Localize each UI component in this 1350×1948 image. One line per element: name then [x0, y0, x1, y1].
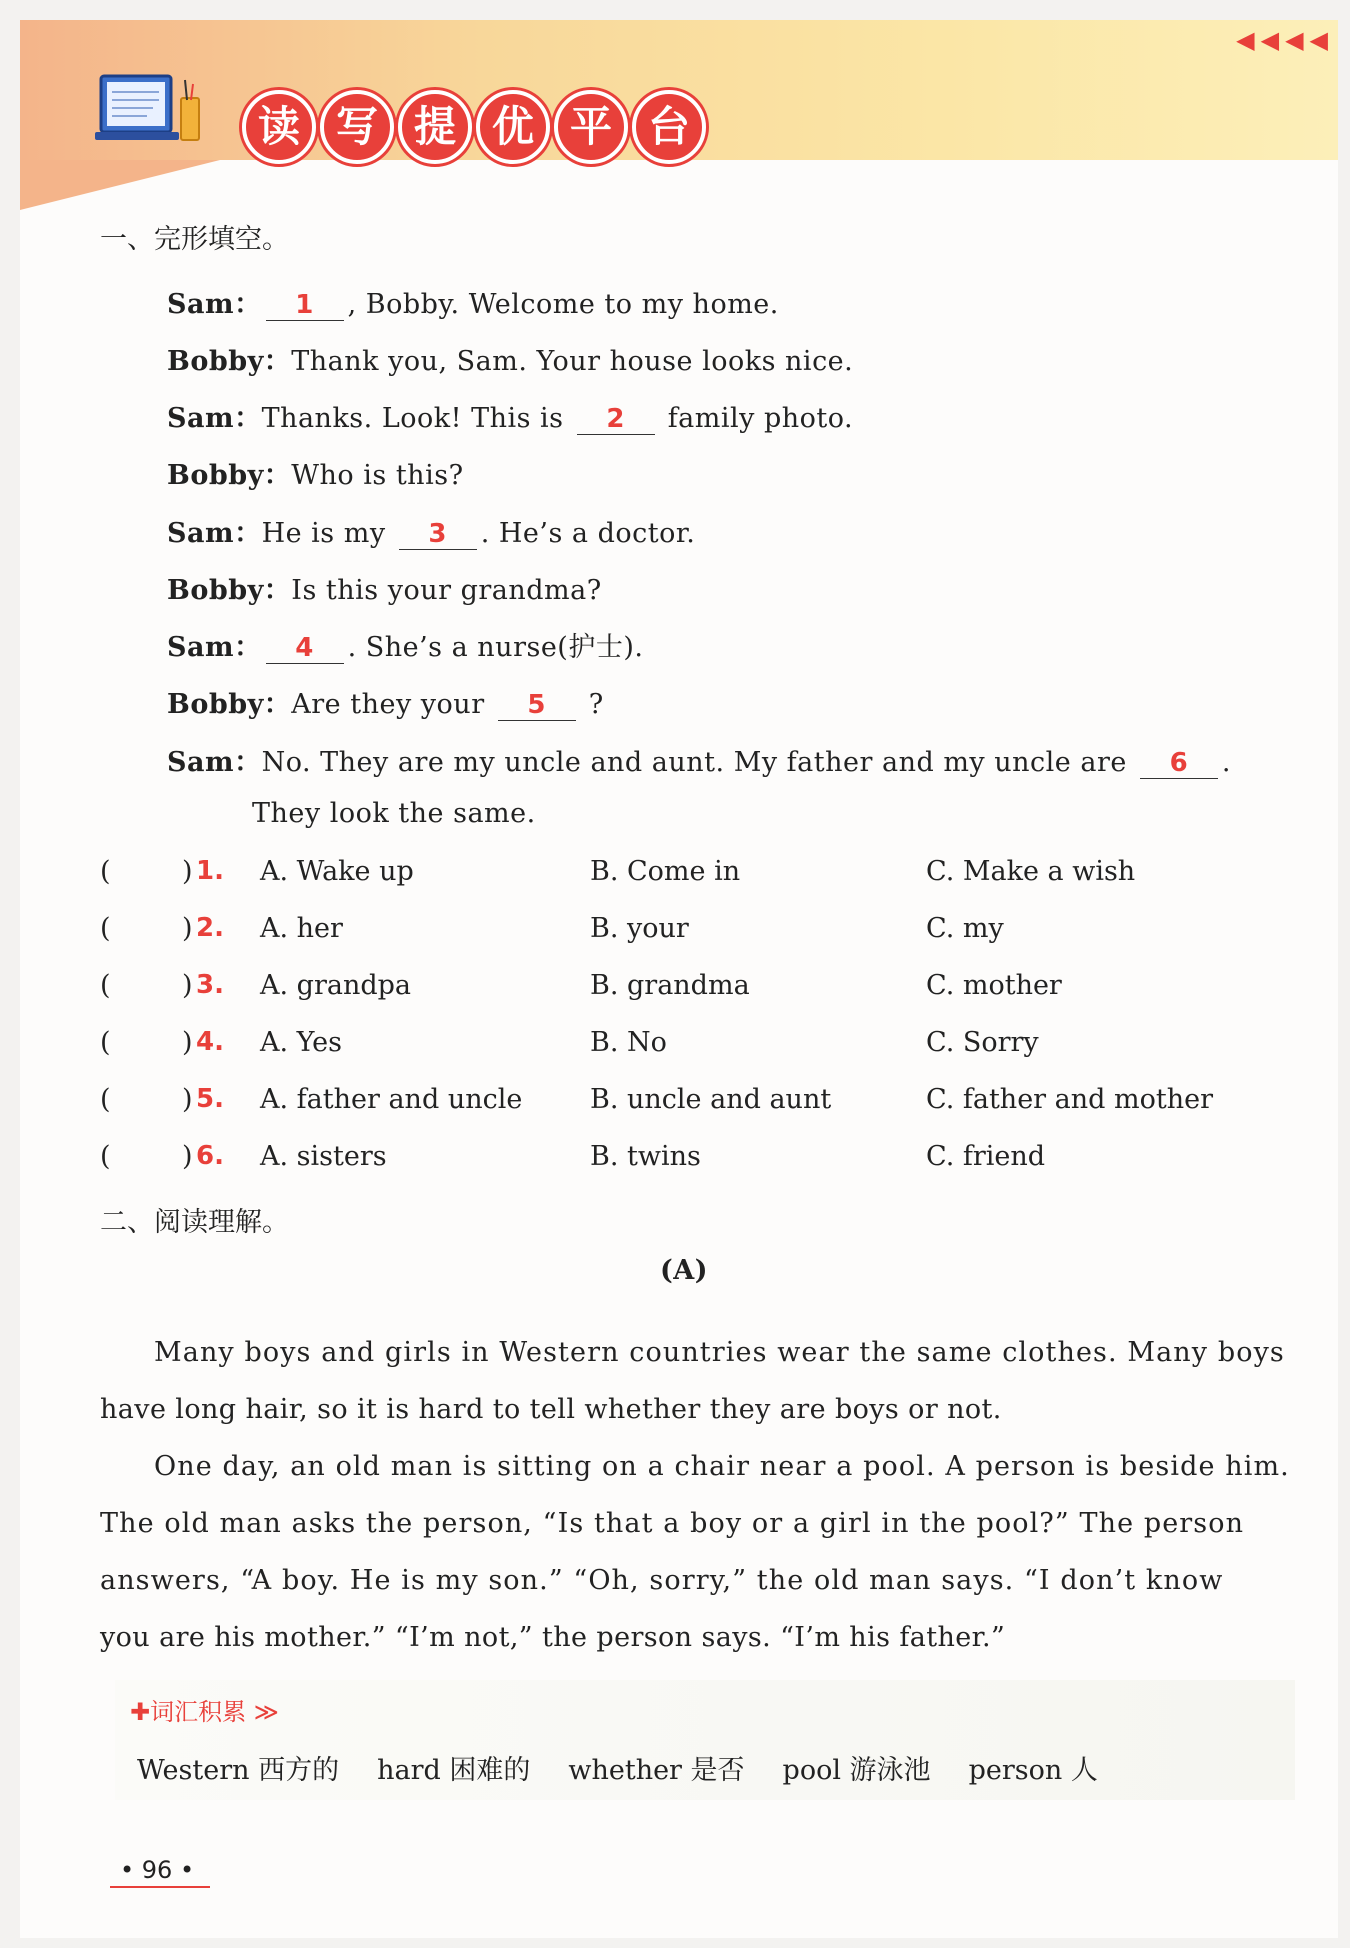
- answer-paren-open: (: [100, 970, 111, 1001]
- dialogue-line: [167, 682, 604, 721]
- answer-paren-close: ): [182, 1141, 193, 1172]
- speaker-separator: ：: [234, 632, 262, 663]
- page-number-underline: [110, 1886, 210, 1888]
- dialogue-line: [167, 740, 1231, 779]
- title-char: 台: [632, 90, 706, 164]
- dialogue-line: [167, 453, 464, 492]
- passage-line: Many boys and girls in Western countries wear the same clothes. Many boys: [154, 1337, 1285, 1368]
- option-b: B. twins: [590, 1141, 701, 1172]
- option-c: C. friend: [926, 1141, 1046, 1172]
- answer-paren-close: ): [182, 970, 193, 1001]
- option-c: C. my: [926, 913, 1004, 944]
- answer-paren-open: (: [100, 1027, 111, 1058]
- vocab-item: person 人: [968, 1755, 1098, 1786]
- option-b: B. Come in: [590, 856, 741, 887]
- title-char: 平: [554, 90, 628, 164]
- option-a: A. her: [260, 913, 343, 944]
- dialogue-text: Are they your: [291, 689, 494, 720]
- arrow-left-icon: ◀: [1285, 26, 1304, 54]
- page-number: • 96 •: [120, 1856, 195, 1884]
- passage-line: have long hair, so it is hard to tell whether they are boys or not.: [100, 1394, 1002, 1425]
- banner-corner: [20, 160, 220, 210]
- dialogue-text: .: [1221, 747, 1232, 778]
- speaker-name: Bobby: [167, 689, 264, 720]
- arrow-left-icon: ◀: [1309, 26, 1328, 54]
- option-a: A. grandpa: [260, 970, 412, 1001]
- passage-line: you are his mother.” “I’m not,” the person says. “I’m his father.”: [100, 1622, 1006, 1653]
- option-a: A. father and uncle: [260, 1084, 523, 1115]
- speaker-name: Sam: [167, 289, 235, 320]
- dialogue-line: [167, 282, 779, 321]
- title-char: 优: [476, 90, 550, 164]
- passage-line: answers, “A boy. He is my son.” “Oh, sorry,” the old man says. “I don’t know: [100, 1565, 1224, 1596]
- dialogue-line: [167, 568, 602, 607]
- option-c: C. Make a wish: [926, 856, 1136, 887]
- vocab-heading: ✚词汇积累 ≫: [130, 1698, 279, 1726]
- speaker-name: Bobby: [167, 575, 264, 606]
- arrow-left-icon: ◀: [1236, 26, 1255, 54]
- speaker-separator: ：: [234, 289, 262, 320]
- question-number: 3.: [196, 970, 224, 1000]
- speaker-separator: ：: [263, 689, 292, 720]
- laptop-icon: [95, 72, 203, 150]
- page: [20, 20, 1338, 1938]
- speaker-separator: ：: [263, 575, 292, 606]
- passage-line: The old man asks the person, “Is that a boy or a girl in the pool?” The person: [100, 1508, 1245, 1539]
- section1-heading: 一、完形填空。: [100, 224, 289, 255]
- section-title: [242, 90, 706, 164]
- option-a: A. sisters: [260, 1141, 387, 1172]
- dialogue-line: [167, 396, 853, 435]
- answer-blank: 5: [498, 690, 576, 721]
- dialogue-continuation: They look the same.: [252, 798, 536, 829]
- dialogue-text: He is my: [261, 518, 395, 549]
- vocab-list: [137, 1748, 1136, 1787]
- dialogue-line: [167, 511, 695, 550]
- dialogue-text: , Bobby. Welcome to my home.: [347, 289, 779, 320]
- dialogue-text: Is this your grandma?: [291, 575, 602, 606]
- speaker-name: Bobby: [167, 460, 264, 491]
- speaker-separator: ：: [263, 460, 292, 491]
- answer-paren-close: ): [182, 913, 193, 944]
- dialogue-text: No. They are my uncle and aunt. My father and my uncle are: [261, 747, 1136, 778]
- dialogue-text: . She’s a nurse(护士).: [347, 632, 644, 663]
- vocab-item: hard 困难的: [377, 1755, 531, 1786]
- question-number: 2.: [196, 913, 224, 943]
- passage-label: (A): [660, 1255, 708, 1286]
- answer-paren-open: (: [100, 913, 111, 944]
- answer-blank: 6: [1140, 748, 1218, 779]
- speaker-name: Sam: [167, 518, 235, 549]
- option-c: C. father and mother: [926, 1084, 1213, 1115]
- speaker-separator: ：: [234, 518, 262, 549]
- option-b: B. grandma: [590, 970, 750, 1001]
- answer-paren-open: (: [100, 856, 111, 887]
- speaker-name: Sam: [167, 747, 235, 778]
- vocab-item: whether 是否: [568, 1755, 745, 1786]
- speaker-separator: ：: [263, 346, 292, 377]
- dialogue-text: ?: [579, 689, 604, 720]
- title-char: 写: [320, 90, 394, 164]
- passage-line: One day, an old man is sitting on a chair near a pool. A person is beside him.: [154, 1451, 1290, 1482]
- answer-blank: 2: [577, 404, 655, 435]
- dialogue-text: Who is this?: [291, 460, 464, 491]
- answer-paren-close: ): [182, 856, 193, 887]
- answer-blank: 4: [266, 633, 344, 664]
- answer-paren-open: (: [100, 1141, 111, 1172]
- question-number: 5.: [196, 1084, 224, 1114]
- option-a: A. Wake up: [260, 856, 414, 887]
- vocab-item: Western 西方的: [137, 1755, 340, 1786]
- section2-heading: 二、阅读理解。: [100, 1207, 289, 1238]
- dialogue-line: [167, 339, 853, 378]
- option-a: A. Yes: [260, 1027, 342, 1058]
- option-b: B. No: [590, 1027, 667, 1058]
- title-char: 读: [242, 90, 316, 164]
- option-c: C. mother: [926, 970, 1062, 1001]
- speaker-name: Sam: [167, 403, 235, 434]
- vocab-item: pool 游泳池: [782, 1755, 931, 1786]
- speaker-separator: ：: [234, 747, 262, 778]
- answer-paren-open: (: [100, 1084, 111, 1115]
- arrow-left-icon: ◀: [1260, 26, 1280, 54]
- dialogue-line: [167, 625, 643, 664]
- dialogue-text: family photo.: [658, 403, 854, 434]
- answer-blank: 1: [266, 290, 344, 321]
- speaker-name: Bobby: [167, 346, 264, 377]
- option-b: B. your: [590, 913, 689, 944]
- question-number: 4.: [196, 1027, 224, 1057]
- answer-paren-close: ): [182, 1084, 193, 1115]
- title-char: 提: [398, 90, 472, 164]
- speaker-name: Sam: [167, 632, 235, 663]
- dialogue-text: Thank you, Sam. Your house looks nice.: [291, 346, 854, 377]
- speaker-separator: ：: [234, 403, 262, 434]
- answer-paren-close: ): [182, 1027, 193, 1058]
- option-b: B. uncle and aunt: [590, 1084, 832, 1115]
- question-number: 1.: [196, 856, 224, 886]
- dialogue-text: . He’s a doctor.: [480, 518, 696, 549]
- arrow-decoration: [1236, 26, 1328, 54]
- dialogue-text: Thanks. Look! This is: [261, 403, 573, 434]
- question-number: 6.: [196, 1141, 224, 1171]
- answer-blank: 3: [399, 519, 477, 550]
- option-c: C. Sorry: [926, 1027, 1039, 1058]
